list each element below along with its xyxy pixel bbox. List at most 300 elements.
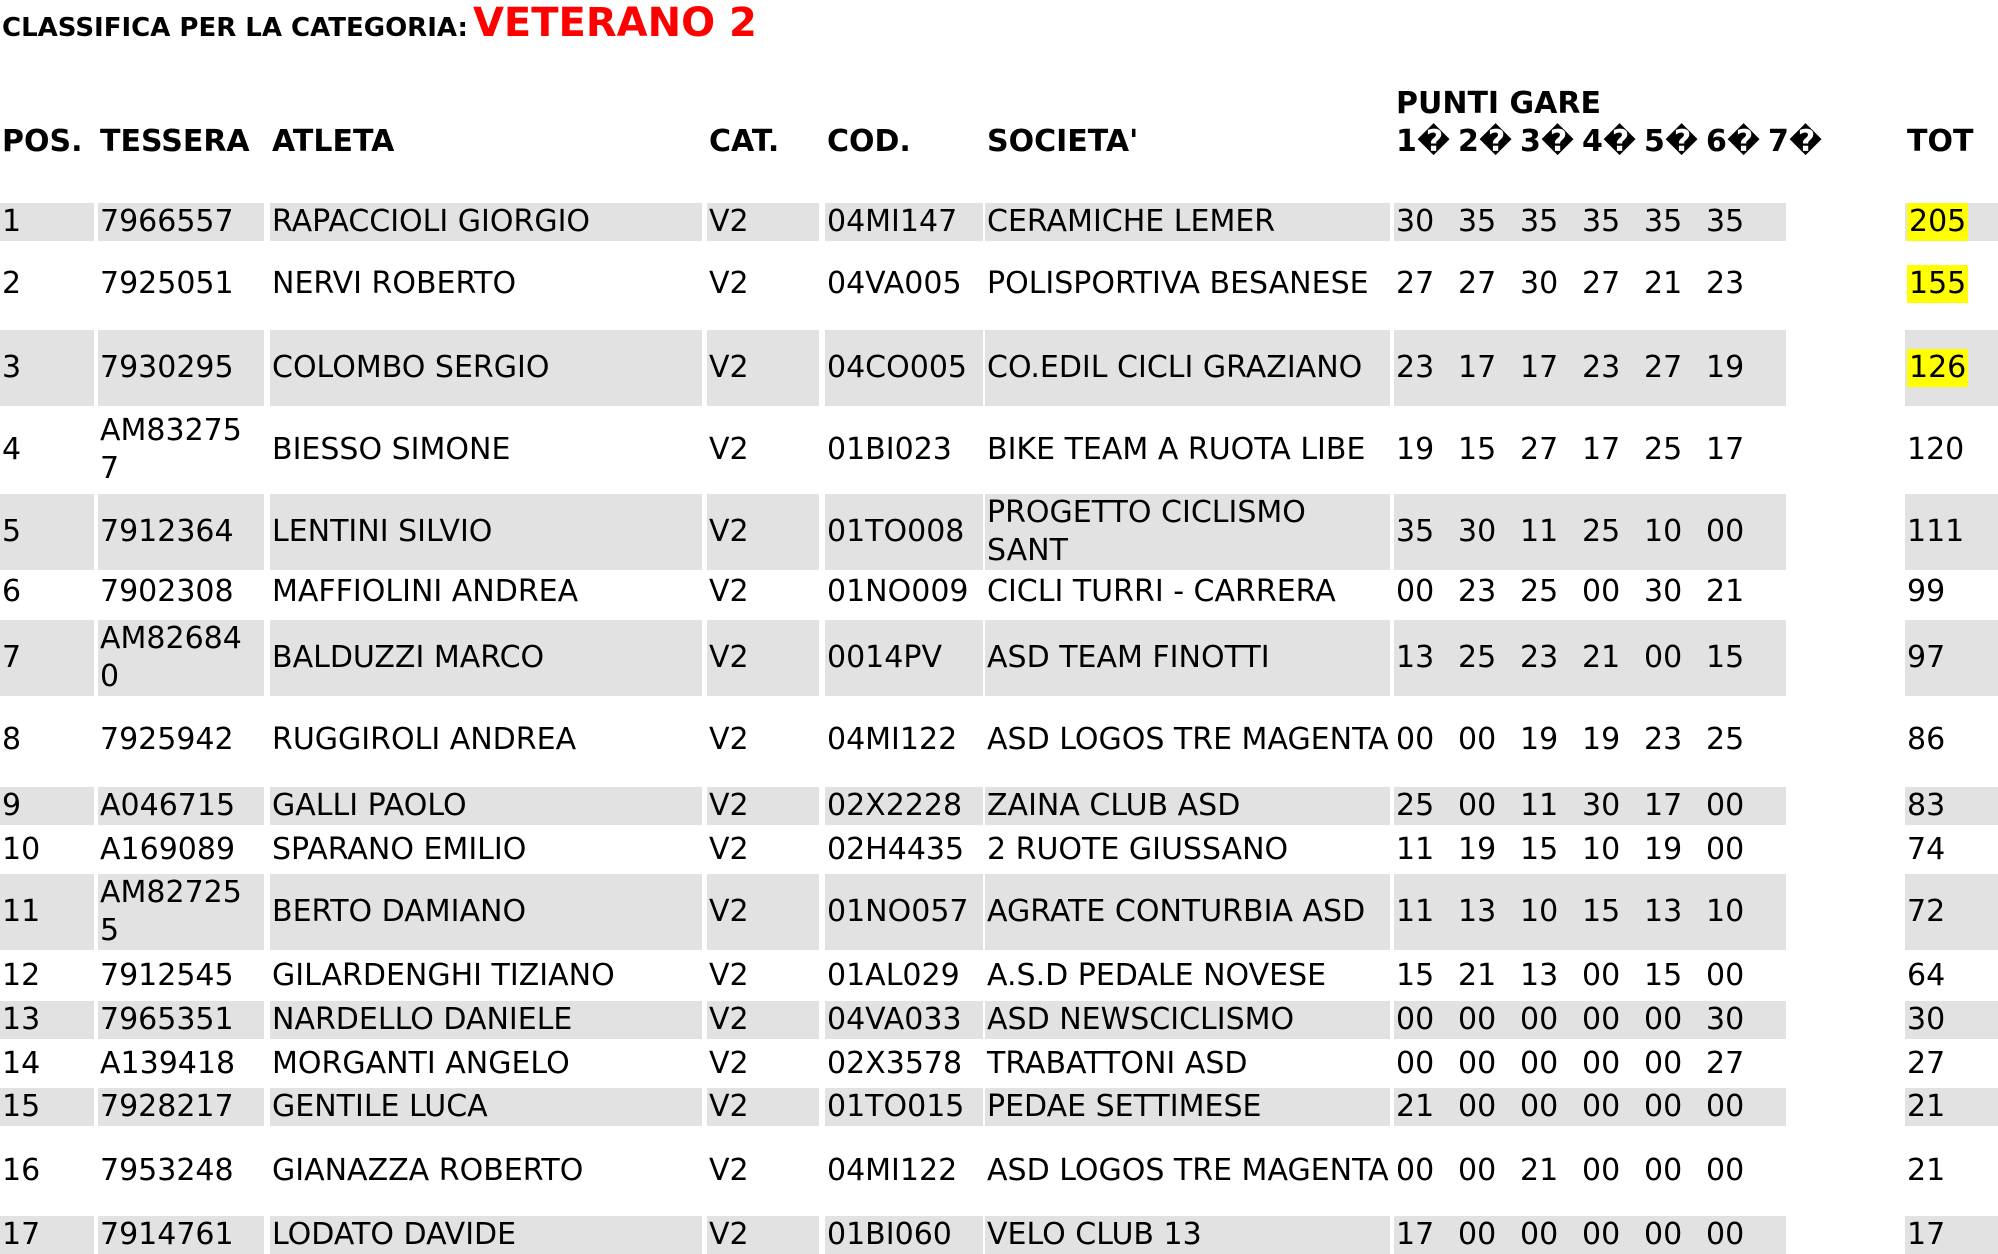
pos-cell-text: 16 [2,1153,41,1188]
race-points: 30 [1458,514,1497,549]
cat-cell-text: V2 [709,432,749,467]
societa-cell [985,1088,1390,1126]
atleta-cell-text: MAFFIOLINI ANDREA [272,574,579,609]
cat-cell [707,620,819,696]
race-points: 00 [1520,1002,1559,1037]
cod-cell-text: 01NO009 [827,574,969,609]
page-title [2,0,757,46]
race-points: 35 [1706,204,1745,239]
societa-cell-text: A.S.D PEDALE NOVESE [987,958,1327,993]
header-races [1396,124,1830,160]
tessera-cell-text: 7914761 [100,1217,234,1252]
cod-cell-text: 01AL029 [827,958,960,993]
atleta-cell-text: GENTILE LUCA [272,1089,488,1124]
race-points: 10 [1582,832,1621,867]
race-points: 00 [1706,514,1745,549]
race-points: 23 [1458,574,1497,609]
tot-cell-text: 17 [1907,1217,1946,1252]
tot-cell [1905,412,1998,488]
points-cell [1394,1045,1786,1083]
tessera-cell-text: AM832757 [100,413,242,486]
societa-cell-text: PROGETTO CICLISMO SANT [987,495,1306,568]
tessera-cell [98,1216,264,1254]
tessera-cell-text: 7912545 [100,958,234,993]
tot-cell [1905,494,1998,570]
race-points: 00 [1706,1217,1745,1252]
points-cell [1394,246,1786,322]
header-race-1: 1� [1396,124,1451,159]
points-cell [1394,1088,1786,1126]
tot-cell [1905,246,1998,322]
title-label: CLASSIFICA PER LA CATEGORIA: [2,13,468,43]
cod-cell [825,1133,983,1209]
atleta-cell [270,787,702,825]
cat-cell-text: V2 [709,894,749,929]
points-cell [1394,412,1786,488]
cat-cell-text: V2 [709,574,749,609]
pos-cell [0,494,94,570]
tot-cell [1905,1133,1998,1209]
atleta-cell-text: SPARANO EMILIO [272,832,527,867]
race-points: 13 [1458,894,1497,929]
header-race-3: 3� [1520,124,1575,159]
header-punti-gare: PUNTI GARE [1396,86,1601,121]
tessera-cell [98,203,264,241]
societa-cell [985,874,1390,950]
points-cell [1394,831,1786,869]
pos-cell-text: 2 [2,266,22,301]
societa-cell [985,1045,1390,1083]
race-points: 27 [1458,266,1497,301]
pos-cell-text: 4 [2,432,22,467]
cod-cell-text: 01TO008 [827,514,965,549]
tessera-cell-text: A169089 [100,832,236,867]
race-points: 27 [1396,266,1435,301]
tessera-cell [98,874,264,950]
tot-cell-text: 83 [1907,788,1946,823]
header-race-7: 7� [1768,124,1823,159]
societa-cell-text: CO.EDIL CICLI GRAZIANO [987,350,1363,385]
race-points: 27 [1520,432,1559,467]
race-points: 13 [1520,958,1559,993]
societa-cell-text: PEDAE SETTIMESE [987,1089,1262,1124]
points-cell [1394,874,1786,950]
tessera-cell [98,1045,264,1083]
cat-cell [707,573,819,611]
tessera-cell [98,412,264,488]
tot-cell [1905,203,1998,241]
tot-cell-text: 97 [1907,640,1946,675]
race-points: 00 [1644,1153,1683,1188]
pos-cell-text: 13 [2,1002,41,1037]
atleta-cell-text: NERVI ROBERTO [272,266,517,301]
tessera-cell-text: 7953248 [100,1153,234,1188]
tot-cell [1905,330,1998,406]
race-points: 00 [1582,1217,1621,1252]
race-points: 15 [1644,958,1683,993]
race-points: 11 [1396,894,1435,929]
race-points: 17 [1706,432,1745,467]
header-atleta: ATLETA [272,124,395,159]
societa-cell [985,1133,1390,1209]
tot-cell-text: 21 [1907,1153,1946,1188]
race-points: 35 [1520,204,1559,239]
race-points: 00 [1396,1153,1435,1188]
tessera-cell [98,1088,264,1126]
cod-cell-text: 01TO015 [827,1089,965,1124]
pos-cell-text: 9 [2,788,22,823]
cat-cell-text: V2 [709,788,749,823]
tot-cell-text: 126 [1909,350,1967,385]
atleta-cell-text: GALLI PAOLO [272,788,467,823]
pos-cell [0,573,94,611]
cod-cell-text: 02X2228 [827,788,963,823]
cod-cell [825,1088,983,1126]
race-points: 30 [1706,1002,1745,1037]
pos-cell [0,1088,94,1126]
race-points: 21 [1396,1089,1435,1124]
race-points: 25 [1582,514,1621,549]
race-points: 00 [1644,1046,1683,1081]
race-points: 00 [1706,788,1745,823]
cod-cell [825,1001,983,1039]
cod-cell [825,831,983,869]
cod-cell [825,412,983,488]
tessera-cell [98,831,264,869]
societa-cell [985,957,1390,995]
atleta-cell [270,573,702,611]
atleta-cell [270,246,702,322]
race-points: 21 [1706,574,1745,609]
cod-cell [825,1045,983,1083]
race-points: 00 [1644,640,1683,675]
societa-cell [985,831,1390,869]
race-points: 35 [1396,514,1435,549]
societa-cell-text: ASD LOGOS TRE MAGENTA [987,1153,1389,1188]
race-points: 19 [1706,350,1745,385]
points-cell [1394,1216,1786,1254]
race-points: 00 [1582,1153,1621,1188]
header-cat: CAT. [709,124,780,159]
pos-cell-text: 8 [2,722,22,757]
race-points: 00 [1396,1002,1435,1037]
cod-cell-text: 01NO057 [827,894,969,929]
race-points: 00 [1458,788,1497,823]
cat-cell [707,1216,819,1254]
atleta-cell [270,957,702,995]
atleta-cell [270,203,702,241]
race-points: 00 [1396,722,1435,757]
tot-cell-text: 74 [1907,832,1946,867]
tessera-cell [98,620,264,696]
tessera-cell-text: A046715 [100,788,236,823]
race-points: 00 [1458,1153,1497,1188]
pos-cell-text: 10 [2,832,41,867]
atleta-cell-text: LODATO DAVIDE [272,1217,517,1252]
tot-cell [1905,1045,1998,1083]
pos-cell-text: 17 [2,1217,41,1252]
cod-cell-text: 04CO005 [827,350,967,385]
points-cell [1394,1133,1786,1209]
tot-cell-text: 21 [1907,1089,1946,1124]
societa-cell [985,1001,1390,1039]
atleta-cell [270,494,702,570]
race-points: 35 [1458,204,1497,239]
societa-cell [985,787,1390,825]
cat-cell [707,330,819,406]
pos-cell [0,1133,94,1209]
tessera-cell [98,494,264,570]
cod-cell-text: 0014PV [827,640,942,675]
points-cell [1394,203,1786,241]
atleta-cell-text: LENTINI SILVIO [272,514,493,549]
race-points: 23 [1396,350,1435,385]
cod-cell-text: 04VA005 [827,266,962,301]
cod-cell-text: 01BI060 [827,1217,952,1252]
cat-cell-text: V2 [709,1089,749,1124]
tessera-cell-text: A139418 [100,1046,236,1081]
societa-cell-text: ZAINA CLUB ASD [987,788,1241,823]
race-points: 00 [1582,1046,1621,1081]
tot-cell [1905,1216,1998,1254]
cat-cell [707,874,819,950]
race-points: 11 [1520,514,1559,549]
race-points: 00 [1458,1089,1497,1124]
tot-cell [1905,573,1998,611]
race-points: 30 [1396,204,1435,239]
tessera-cell [98,957,264,995]
pos-cell-text: 7 [2,640,22,675]
race-points: 15 [1706,640,1745,675]
tot-cell [1905,620,1998,696]
pos-cell [0,330,94,406]
tessera-cell-text: 7925942 [100,722,234,757]
race-points: 19 [1520,722,1559,757]
pos-cell-text: 1 [2,204,22,239]
pos-cell [0,1001,94,1039]
race-points: 23 [1706,266,1745,301]
societa-cell-text: 2 RUOTE GIUSSANO [987,832,1289,867]
tot-cell-text: 155 [1909,266,1967,301]
header-race-6: 6� [1706,124,1761,159]
cat-cell [707,1001,819,1039]
race-points: 30 [1582,788,1621,823]
tot-cell-text: 30 [1907,1002,1946,1037]
societa-cell-text: TRABATTONI ASD [987,1046,1248,1081]
header-race-2: 2� [1458,124,1513,159]
header-tessera: TESSERA [100,124,250,159]
header-pos: POS. [2,124,83,159]
cat-cell [707,787,819,825]
cod-cell [825,330,983,406]
societa-cell [985,702,1390,778]
race-points: 00 [1582,1002,1621,1037]
societa-cell [985,494,1390,570]
pos-cell [0,957,94,995]
header-race-4: 4� [1582,124,1637,159]
race-points: 00 [1458,1002,1497,1037]
race-points: 11 [1396,832,1435,867]
cat-cell-text: V2 [709,266,749,301]
cat-cell [707,957,819,995]
cat-cell [707,494,819,570]
race-points: 00 [1458,722,1497,757]
atleta-cell [270,412,702,488]
points-cell [1394,330,1786,406]
atleta-cell-text: NARDELLO DANIELE [272,1002,573,1037]
cod-cell-text: 04MI122 [827,722,958,757]
pos-cell [0,787,94,825]
race-points: 17 [1582,432,1621,467]
cat-cell-text: V2 [709,1153,749,1188]
cod-cell-text: 02X3578 [827,1046,963,1081]
race-points: 00 [1706,1153,1745,1188]
societa-cell-text: CERAMICHE LEMER [987,204,1276,239]
atleta-cell [270,702,702,778]
tessera-cell-text: 7965351 [100,1002,234,1037]
cod-cell [825,573,983,611]
race-points: 17 [1520,350,1559,385]
race-points: 19 [1644,832,1683,867]
cod-cell [825,874,983,950]
race-points: 35 [1582,204,1621,239]
pos-cell-text: 3 [2,350,22,385]
atleta-cell [270,1001,702,1039]
race-points: 15 [1458,432,1497,467]
race-points: 23 [1644,722,1683,757]
race-points: 00 [1458,1217,1497,1252]
atleta-cell [270,874,702,950]
race-points: 00 [1582,574,1621,609]
points-cell [1394,620,1786,696]
societa-cell [985,330,1390,406]
cat-cell [707,412,819,488]
cod-cell [825,787,983,825]
tot-cell [1905,1088,1998,1126]
atleta-cell-text: BALDUZZI MARCO [272,640,545,675]
cod-cell [825,494,983,570]
race-points: 25 [1520,574,1559,609]
race-points: 00 [1644,1089,1683,1124]
tessera-cell [98,573,264,611]
pos-cell-text: 11 [2,894,41,929]
cat-cell-text: V2 [709,350,749,385]
tot-cell-text: 120 [1907,432,1965,467]
race-points: 25 [1396,788,1435,823]
tot-cell [1905,787,1998,825]
race-points: 00 [1644,1217,1683,1252]
pos-cell [0,412,94,488]
tessera-cell-text: 7925051 [100,266,234,301]
race-points: 00 [1706,1089,1745,1124]
societa-cell-text: VELO CLUB 13 [987,1217,1202,1252]
pos-cell [0,1216,94,1254]
atleta-cell [270,1088,702,1126]
cat-cell-text: V2 [709,722,749,757]
tot-cell [1905,831,1998,869]
atleta-cell [270,1045,702,1083]
societa-cell-text: ASD LOGOS TRE MAGENTA [987,722,1389,757]
tessera-cell-text: 7912364 [100,514,234,549]
race-points: 10 [1706,894,1745,929]
cat-cell-text: V2 [709,514,749,549]
cod-cell [825,957,983,995]
cod-cell-text: 04MI122 [827,1153,958,1188]
pos-cell [0,246,94,322]
tot-cell [1905,1001,1998,1039]
societa-cell [985,573,1390,611]
tessera-cell-text: 7902308 [100,574,234,609]
cat-cell-text: V2 [709,1002,749,1037]
race-points: 25 [1706,722,1745,757]
tot-cell-text: 72 [1907,894,1946,929]
pos-cell [0,702,94,778]
pos-cell-text: 12 [2,958,41,993]
cat-cell [707,1045,819,1083]
societa-cell-text: CICLI TURRI - CARRERA [987,574,1336,609]
cat-cell [707,1088,819,1126]
pos-cell-text: 6 [2,574,22,609]
tessera-cell [98,330,264,406]
race-points: 10 [1520,894,1559,929]
race-points: 00 [1706,958,1745,993]
cod-cell [825,203,983,241]
societa-cell [985,203,1390,241]
cat-cell-text: V2 [709,204,749,239]
race-points: 25 [1644,432,1683,467]
race-points: 30 [1520,266,1559,301]
societa-cell [985,620,1390,696]
race-points: 00 [1706,832,1745,867]
tessera-cell-text: 7930295 [100,350,234,385]
cod-cell [825,246,983,322]
tot-cell [1905,957,1998,995]
societa-cell-text: ASD NEWSCICLISMO [987,1002,1295,1037]
atleta-cell-text: MORGANTI ANGELO [272,1046,570,1081]
race-points: 17 [1644,788,1683,823]
race-points: 15 [1582,894,1621,929]
title-category: VETERANO 2 [472,0,757,46]
points-cell [1394,957,1786,995]
race-points: 13 [1396,640,1435,675]
cat-cell-text: V2 [709,640,749,675]
tot-cell-text: 111 [1907,514,1965,549]
race-points: 35 [1644,204,1683,239]
cat-cell-text: V2 [709,1217,749,1252]
pos-cell [0,1045,94,1083]
header-race-5: 5� [1644,124,1699,159]
race-points: 00 [1644,1002,1683,1037]
race-points: 27 [1706,1046,1745,1081]
race-points: 21 [1458,958,1497,993]
atleta-cell-text: BERTO DAMIANO [272,894,527,929]
cat-cell [707,203,819,241]
tot-cell [1905,874,1998,950]
atleta-cell [270,1216,702,1254]
pos-cell [0,203,94,241]
tessera-cell [98,1001,264,1039]
header-tot: TOT [1907,124,1974,159]
tessera-cell [98,702,264,778]
cod-cell-text: 04VA033 [827,1002,962,1037]
race-points: 21 [1644,266,1683,301]
cod-cell [825,620,983,696]
tot-cell-text: 99 [1907,574,1946,609]
race-points: 21 [1582,640,1621,675]
race-points: 30 [1644,574,1683,609]
cod-cell [825,1216,983,1254]
race-points: 10 [1644,514,1683,549]
